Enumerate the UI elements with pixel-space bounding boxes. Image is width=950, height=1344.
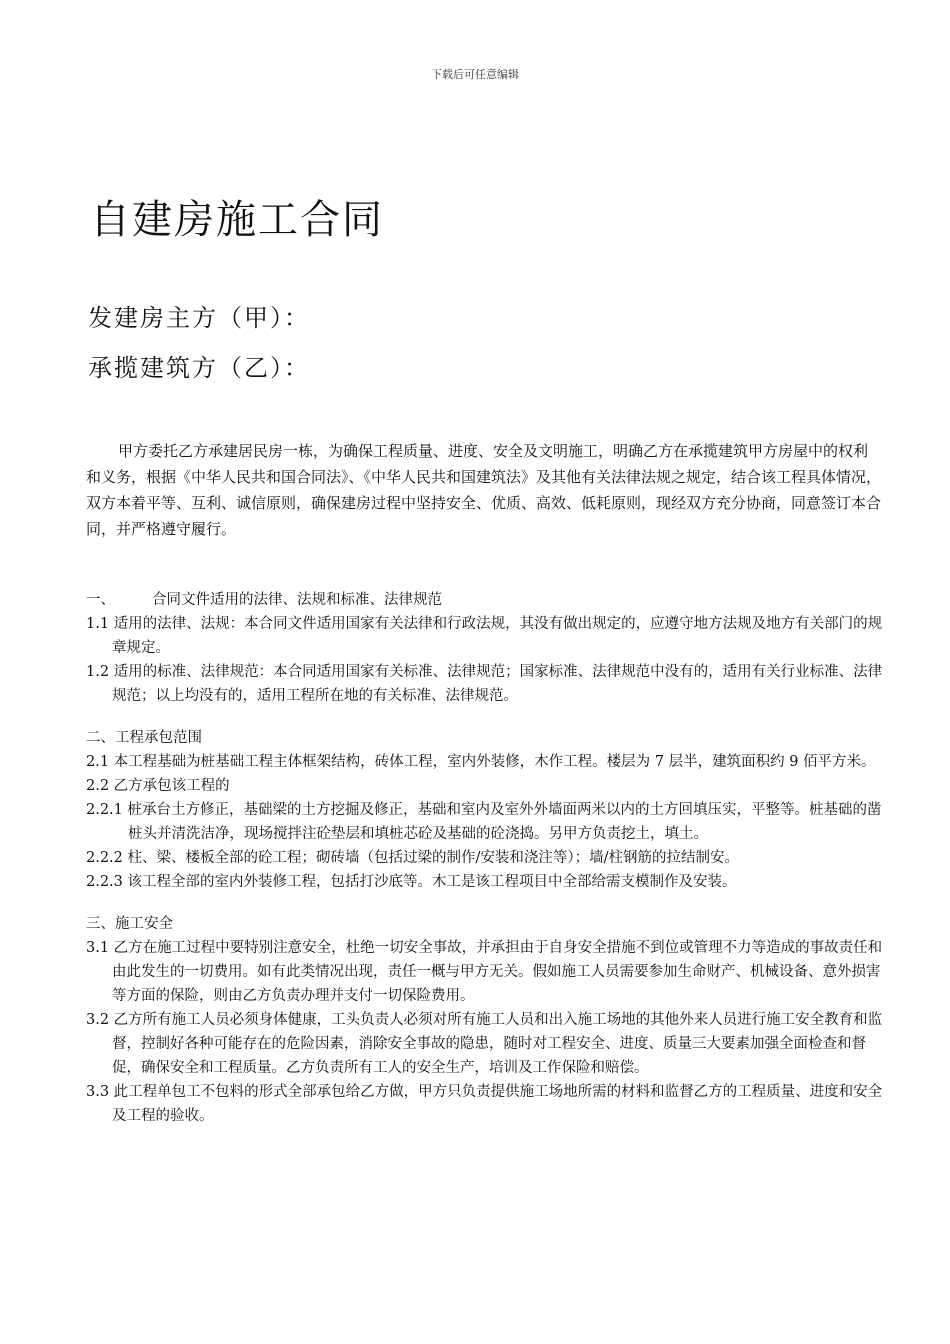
clause [86,750,886,774]
clause [86,798,886,846]
clause [86,936,886,1008]
contract-title: 自建房施工合同 [90,197,384,243]
section-number: 一、 [86,592,115,608]
clause [86,846,886,870]
clause-text: 适用的标准、法律规范：本合同适用国家有关标准、法律规范；国家标准、法律规范中没有的，适用有关行业标准、法律规范；以上均没有的，适用工程所在地的有关标准、法律规范。 [112,664,883,704]
section-heading [86,912,886,936]
clause-text: 本工程基础为桩基础工程主体框架结构，砖体工程，室内外装修，木作工程。楼层为 7 层半，建筑面积约 9 佰平方米。 [113,754,876,770]
section-title: 工程承包范围 [115,730,202,746]
intro-paragraph: 甲方委托乙方承建居民房一栋，为确保工程质量、进度、安全及文明施工，明确乙方在承揽建筑甲方房屋中的权利和义务，根据《中华人民共和国合同法》、《中华人民共和国建筑法》及其他有关法律法规之规定，结合该工程具体情况，双方本着平等、互利、诚信原则，确保建房过程中坚持安全、优质、高效、低耗原则，现经双方充分协商，同意签订本合同，并严格遵守履行。 [86,442,882,538]
header-note: 下载后可任意编辑 [431,68,519,81]
section-title: 施工安全 [115,916,173,932]
clause-text: 适用的法律、法规：本合同文件适用国家有关法律和行政法规，其没有做出规定的，应遵守地方法规及地方有关部门的规章规定。 [112,616,883,656]
clause [86,612,886,660]
clause-number: 1.1 [86,616,110,632]
party-b-line: 承揽建筑方（乙）： [88,354,310,382]
clause [86,870,886,894]
clause [86,660,886,708]
section-title: 合同文件适用的法律、法规和标准、法律规范 [152,592,442,608]
clause-number: 2.2.3 [86,874,123,890]
clause-text: 乙方在施工过程中要特别注意安全，杜绝一切安全事故，并承担由于自身安全措施不到位或管理不力等造成的事故责任和由此发生的一切费用。如有此类情况出现，责任一概与甲方无关。假如施工人员需要参加生命财产、机械设备、意外损害等方面的保险，则由乙方负责办理并支付一切保险费用。 [112,940,883,1004]
section-heading [86,588,886,612]
clause-text: 该工程全部的室内外装修工程，包括打沙底等。木工是该工程项目中全部给需支模制作及安装。 [127,874,737,890]
section-number: 三、 [86,916,115,932]
clause-number: 1.2 [86,664,110,680]
clause-number: 3.1 [86,940,110,956]
party-a-line: 发建房主方（甲）： [88,304,310,332]
clause [86,1008,886,1080]
clause [86,1080,886,1128]
clause-text: 柱、梁、楼板全部的砼工程；砌砖墙（包括过梁的制作/安装和浇注等）；墙/柱钢筋的拉结制安。 [127,850,740,866]
clause-number: 2.1 [86,754,110,770]
clause-text: 桩承台土方修正，基础梁的土方挖掘及修正，基础和室内及室外外墙面两米以内的土方回填压实，平整等。桩基础的凿桩头并清洗洁净，现场搅拌注砼垫层和填桩芯砼及基础的砼浇捣。另甲方负责挖土，填土。 [127,802,882,842]
clause-number: 2.2.1 [86,802,123,818]
clause-number: 2.2.2 [86,850,123,866]
contract-body [86,588,886,1128]
section-number: 二、 [86,730,115,746]
clause-text: 此工程单包工不包料的形式全部承包给乙方做，甲方只负责提供施工场地所需的材料和监督乙方的工程质量、进度和安全及工程的验收。 [112,1084,883,1124]
clause-text: 乙方承包该工程的 [113,778,230,794]
clause [86,774,886,798]
clause-number: 3.2 [86,1012,110,1028]
clause-text: 乙方所有施工人员必须身体健康，工头负责人必须对所有施工人员和出入施工场地的其他外来人员进行施工安全教育和监督，控制好各种可能存在的危险因素，消除安全事故的隐患，随时对工程安全、进度、质量三大要素加强全面检查和督促，确保安全和工程质量。乙方负责所有工人的安全生产，培训及工作保险和赔偿。 [112,1012,883,1076]
section-heading [86,726,886,750]
clause-number: 3.3 [86,1084,110,1100]
clause-number: 2.2 [86,778,110,794]
